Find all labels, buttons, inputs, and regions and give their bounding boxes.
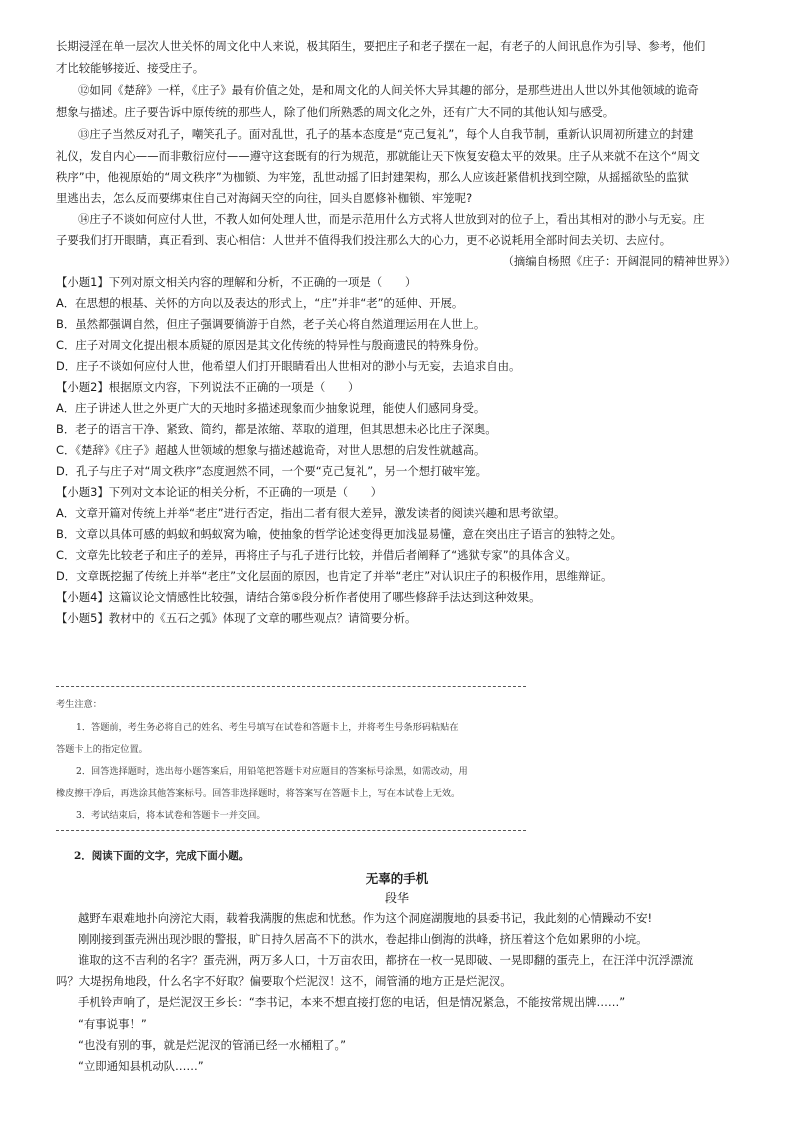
divider-top (56, 686, 526, 687)
question-2-stem: 【小题2】根据原文内容，下列说法不正确的一项是（ ） (56, 380, 360, 394)
notice-line: 橡皮擦干净后，再选涂其他答案标号。回答非选择题时，将答案写在答题卡上，写在本试卷上无效。 (56, 788, 461, 799)
question-3-stem: 【小题3】下列对文本论证的相关分析，不正确的一项是（ ） (56, 485, 383, 499)
section-2-heading: 2．阅读下面的文字，完成下面小题。 (74, 850, 250, 862)
question-2-option-d: D．孔子与庄子对“周文秩序”态度迥然不同，一个要“克己复礼”，另一个想打破牢笼。 (56, 464, 488, 478)
story-author: 段华 (384, 891, 409, 905)
story-dialogue: “立即通知县机动队……” (78, 1059, 204, 1073)
question-1-option-b: B．虽然都强调自然，但庄子强调要徜游于自然，老子关心将自然道理运用在人世上。 (56, 317, 486, 331)
notice-line: 3．考试结束后，将本试卷和答题卡一并交回。 (76, 810, 266, 821)
passage-line: 才比较能够接近、接受庄子。 (56, 61, 205, 75)
notice-title: 考生注意： (56, 699, 102, 710)
passage-source: （摘编自杨照《庄子：开阔混同的精神世界》） (502, 254, 736, 268)
passage-line: 想象与描述。庄子要告诉中原传统的那些人，除了他们所熟悉的周文化之外，还有广大不同的其他认知与感受。 (56, 105, 615, 119)
question-2-option-a: A．庄子讲述人世之外更广大的天地时多描述现象而少抽象说理，能使人们感同身受。 (56, 401, 486, 415)
question-1-stem: 【小题1】下列对原文相关内容的理解和分析，不正确的一项是（ ） (56, 275, 417, 289)
passage-line: 礼仪，发自内心——而非敷衍应付——遵守这套既有的行为规范，那就能让天下恢复安稳太平的效果。庄子从来就不在这个“周文 (56, 149, 700, 163)
passage-line: 里逃出去，怎么反而要绑束住自己对海阔天空的向往，回头自愿修补枷锁、牢笼呢? (56, 191, 473, 205)
question-3-option-d: D．文章既挖掘了传统上并举“老庄”文化层面的原因，也肯定了并举“老庄”对认识庄子的积极作用，思维辩证。 (56, 569, 613, 583)
question-4: 【小题4】这篇议论文情感性比较强，请结合第⑤段分析作者使用了哪些修辞手法达到这种效果。 (56, 590, 541, 604)
passage-paragraph-12: ⑫如同《楚辞》一样，《庄子》最有价值之处，是和周文化的人间关怀大异其趣的部分，是那些进出人世以外其他领域的诡奇 (78, 83, 699, 97)
story-dialogue: “也没有别的事，就是烂泥汊的管涌已经一水桶粗了。” (78, 1038, 347, 1052)
story-paragraph: 刚刚接到蛋壳洲出现沙眼的警报，旷日持久居高不下的洪水，卷起排山倒海的洪峰，挤压着这个危如累卵的小垸。 (78, 932, 648, 946)
story-paragraph: 越野车艰难地扑向滂沱大雨，载着我满腹的焦虑和忧愁。作为这个洞庭湖腹地的县委书记，我此刻的心情躁动不安! (78, 911, 653, 925)
question-3-option-b: B．文章以具体可感的蚂蚁和蚂蚁窝为喻，使抽象的哲学论述变得更加浅显易懂，意在突出庄子语言的独特之处。 (56, 527, 622, 541)
story-paragraph: 手机铃声响了，是烂泥汊王乡长：“李书记，本来不想直接打您的电话，但是情况紧急，不能按常规出牌……” (78, 995, 626, 1009)
question-3-option-a: A．文章开篇对传统上并举“老庄”进行否定，指出二者有很大差异，激发读者的阅读兴趣和思考欲望。 (56, 506, 566, 520)
question-3-option-c: C．文章先比较老子和庄子的差异，再将庄子与孔子进行比较，并借后者阐释了“逃狱专家”的具体含义。 (56, 548, 577, 562)
passage-line: 秩序”中，他视原始的“周文秩序”为枷锁、为牢笼，乱世动摇了旧封建架构，那么人应该赶紧借机找到空隙，从摇摇欲坠的监狱 (56, 170, 689, 184)
story-line: 吗？大堤拐角地段，什么名字不好取？偏要取个烂泥汊！这不，闹管涌的地方正是烂泥汊。 (56, 974, 512, 988)
divider-bottom (56, 830, 526, 831)
question-5: 【小题5】教材中的《五石之弧》体现了文章的哪些观点？请简要分析。 (56, 611, 417, 625)
question-2-option-c: C．《楚辞》《庄子》超越人世领域的想象与描述越诡奇，对世人思想的启发性就越高。 (56, 443, 486, 457)
notice-line: 2．回答选择题时，选出每小题答案后，用铅笔把答题卡对应题目的答案标号涂黑，如需改动，用 (76, 766, 468, 777)
question-2-option-b: B．老子的语言干净、紧致、简约，都是浓缩、萃取的道理，但其思想未必比庄子深奥。 (56, 422, 497, 436)
story-paragraph: 谁取的这不吉利的名字？蛋壳洲，两万多人口，十万亩农田，都挤在一枚一晃即破、一晃即翻的蛋壳上，在汪洋中沉浮漂流 (78, 953, 694, 967)
question-1-option-a: A．在思想的根基、关怀的方向以及表达的形式上，“庄”并非“老”的延伸、开展。 (56, 296, 464, 310)
passage-line: 子要我们打开眼睛，真正看到、衷心相信：人世并不值得我们投注那么大的心力，更不必说耗用全部时间去关切、去应付。 (56, 233, 672, 247)
passage-line: 长期浸淫在单一层次人世关怀的周文化中人来说，极其陌生，要把庄子和老子摆在一起，有老子的人间讯息作为引导、参考，他们 (56, 39, 706, 53)
notice-line: 1．答题前，考生务必将自己的姓名、考生号填写在试卷和答题卡上，并将考生号条形码粘贴在 (76, 722, 459, 733)
story-dialogue: “有事说事！” (78, 1017, 147, 1031)
story-title: 无辜的手机 (365, 871, 429, 886)
passage-paragraph-13: ⑬庄子当然反对孔子，嘲笑孔子。面对乱世，孔子的基本态度是“克己复礼”，每个人自我节制，重新认识周初所建立的封建 (78, 127, 694, 141)
notice-line: 答题卡上的指定位置。 (56, 744, 148, 755)
question-1-option-d: D．庄子不谈如何应付人世，他希望人们打开眼睛看出人世相对的渺小与无妄，去追求自由。 (56, 359, 521, 373)
question-1-option-c: C．庄子对周文化提出根本质疑的原因是其文化传统的特异性与殷商遗民的特殊身份。 (56, 338, 486, 352)
passage-paragraph-14: ⑭庄子不谈如何应付人世，不教人如何处理人世，而是示范用什么方式将人世放到对的位子上，看出其相对的渺小与无妄。庄 (78, 212, 705, 226)
